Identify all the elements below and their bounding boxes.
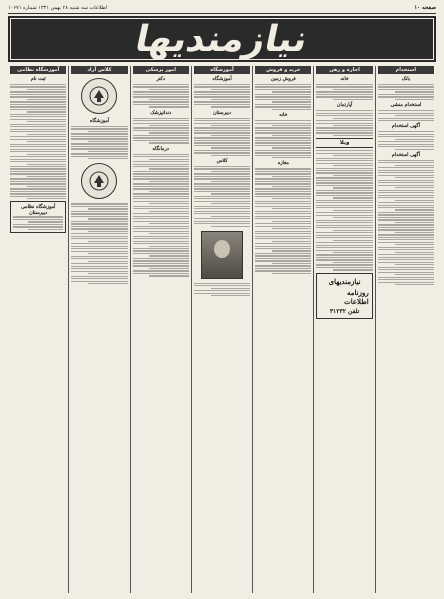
column bbox=[191, 66, 252, 593]
column-heading: خرید و فروش bbox=[255, 66, 311, 74]
ad-title: دکتر bbox=[156, 76, 165, 82]
ads-line-2: روزنامه اطلاعات bbox=[344, 287, 369, 306]
ad-text bbox=[378, 160, 434, 285]
ad-text bbox=[255, 84, 311, 110]
ad-text bbox=[194, 283, 250, 297]
ad-text bbox=[378, 131, 434, 150]
ad-title: خانه bbox=[340, 76, 349, 82]
ad-text bbox=[378, 110, 434, 121]
newspaper-ads-box bbox=[316, 273, 372, 319]
column bbox=[68, 66, 129, 593]
ad-title: کلاس bbox=[216, 158, 228, 164]
ad-text bbox=[13, 216, 63, 230]
column bbox=[8, 66, 68, 593]
column-heading: آموزشگاه bbox=[194, 66, 250, 74]
column-grid bbox=[8, 66, 436, 593]
portrait-photo bbox=[201, 231, 243, 279]
ad-title: دندانپزشک bbox=[150, 109, 172, 116]
school-subtitle: دبیرستان bbox=[29, 210, 48, 217]
column-heading: کلاس آزاد bbox=[71, 66, 127, 74]
section-heading: ویلا bbox=[316, 138, 372, 148]
ad-text bbox=[71, 126, 127, 159]
ad-text bbox=[378, 84, 434, 100]
ad-text bbox=[316, 110, 372, 136]
ad-title: آگهی استخدام bbox=[391, 123, 420, 130]
column-heading: اجاره و رهن bbox=[316, 66, 372, 74]
column bbox=[375, 66, 436, 593]
ad-text bbox=[316, 150, 372, 270]
ad-title: درمانگاه bbox=[152, 145, 169, 152]
ad-title: فروش زمین bbox=[270, 76, 296, 82]
ad-title: بانک bbox=[401, 76, 411, 82]
ad-text bbox=[194, 166, 250, 227]
ads-phone: تلفن ۳۱۲۳۲ bbox=[329, 307, 360, 315]
ad-title: دبیرستان bbox=[213, 109, 232, 116]
ad-text bbox=[255, 168, 311, 274]
ad-text bbox=[316, 84, 372, 100]
column bbox=[252, 66, 313, 593]
column-heading: استخدام bbox=[378, 66, 434, 74]
page-number: صفحه ۱۰ bbox=[414, 5, 436, 11]
ad-title: خانه bbox=[279, 112, 288, 119]
ad-text bbox=[133, 154, 189, 277]
column bbox=[130, 66, 191, 593]
ad-text bbox=[255, 120, 311, 158]
ad-text bbox=[194, 84, 250, 108]
ad-text bbox=[194, 118, 250, 156]
ad-title: آگهی استخدام bbox=[391, 151, 420, 158]
masthead bbox=[8, 16, 436, 62]
ad-title: استخدام منشی bbox=[390, 102, 422, 109]
column bbox=[313, 66, 374, 593]
ad-text bbox=[133, 84, 189, 108]
ad-title: ثبت نام bbox=[30, 76, 46, 82]
column-heading: آموزشگاه نظامی bbox=[10, 66, 66, 74]
ad-title: مغازه bbox=[277, 160, 289, 167]
ad-text bbox=[10, 84, 66, 199]
ad-text bbox=[71, 203, 127, 284]
emblem-icon bbox=[81, 163, 117, 199]
ad-text bbox=[133, 118, 189, 144]
ads-line-1: نیازمندیهای bbox=[328, 276, 361, 286]
issue-line: اطلاعات سه شنبه ۲۸ بهمن ۱۳۴۱ شماره ۱۰۶۷۱ bbox=[8, 5, 108, 11]
top-line bbox=[8, 3, 436, 14]
ad-title: آپارتمان bbox=[336, 102, 353, 109]
ad-title: آموزشگاه bbox=[89, 118, 110, 124]
school-ad-box bbox=[10, 201, 66, 233]
masthead-title: نیازمندیها bbox=[132, 18, 312, 60]
emblem-icon bbox=[81, 78, 117, 114]
column-heading: امور پزشکی bbox=[133, 66, 189, 74]
school-title: آموزشگاه نظامی bbox=[21, 204, 56, 211]
ad-title: آموزشگاه bbox=[212, 76, 232, 82]
